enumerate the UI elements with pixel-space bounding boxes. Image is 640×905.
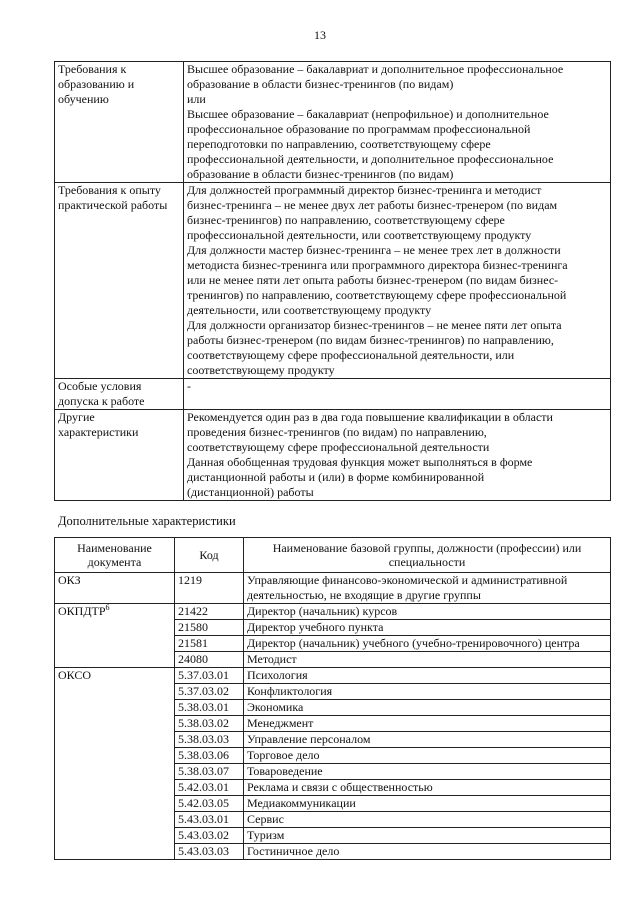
name-line: Медиакоммуникации [247, 796, 356, 810]
value-line: Для должности мастер бизнес-тренинга – не менее трех лет в должности [187, 243, 561, 257]
code-cell: 5.38.03.02 [175, 716, 244, 732]
footnote-marker: 6 [105, 603, 110, 612]
name-cell [244, 780, 611, 796]
requirement-label [55, 410, 184, 501]
name-line: Управление персоналом [247, 732, 371, 746]
value-line: - [187, 379, 191, 393]
document-name: ОКПДТР [58, 604, 106, 618]
value-line: образование в области бизнес-тренингов (по видам) [187, 77, 454, 91]
name-cell [244, 732, 611, 748]
label-line: практической работы [58, 198, 168, 212]
requirement-label [55, 62, 184, 183]
value-line: работы бизнес-тренером (по видам бизнес-тренингов) по направлению, [187, 333, 554, 347]
table-row [55, 604, 611, 620]
value-line: соответствующему сфере профессиональной деятельности, или [187, 348, 515, 362]
name-line: Конфликтология [247, 684, 333, 698]
document-name: ОКЗ [58, 573, 81, 587]
name-cell [244, 652, 611, 668]
name-cell [244, 812, 611, 828]
value-line: Рекомендуется один раз в два года повышение квалификации в области [187, 410, 553, 424]
label-line: образованию и [58, 77, 135, 91]
value-line: бизнес-тренингов) по направлению, соответствующему сфере [187, 213, 505, 227]
name-cell [244, 668, 611, 684]
code-cell: 5.38.03.06 [175, 748, 244, 764]
name-line: деятельностью, не входящие в другие группы [247, 588, 481, 602]
label-line: обучению [58, 92, 109, 106]
label-line: Особые условия [58, 379, 142, 393]
name-line: Психология [247, 668, 308, 682]
table-row [55, 573, 611, 604]
name-line: Товароведение [247, 764, 323, 778]
value-line: методиста бизнес-тренинга или программного директора бизнес-тренинга [187, 258, 568, 272]
label-line: Другие [58, 410, 95, 424]
code-cell: 21422 [175, 604, 244, 620]
label-line: допуска к работе [58, 394, 145, 408]
code-cell: 21581 [175, 636, 244, 652]
value-line: бизнес-тренинга – не менее двух лет работы бизнес-тренером (по видам [187, 198, 558, 212]
requirement-label [55, 183, 184, 379]
name-line: Директор (начальник) курсов [247, 604, 398, 618]
page-number: 13 [314, 28, 326, 42]
header-document: Наименование документа [55, 538, 175, 573]
name-line: Гостиничное дело [247, 844, 340, 858]
code-cell: 5.38.03.03 [175, 732, 244, 748]
requirement-value [184, 183, 611, 379]
table-header-row [55, 538, 611, 573]
value-line: соответствующему сфере профессиональной деятельности [187, 440, 490, 454]
name-cell [244, 636, 611, 652]
name-line: Туризм [247, 828, 285, 842]
name-line: Менеджмент [247, 716, 314, 730]
table-row [55, 668, 611, 684]
name-cell [244, 828, 611, 844]
section-title: Дополнительные характеристики [58, 514, 236, 528]
label-line: характеристики [58, 425, 139, 439]
code-cell: 5.37.03.02 [175, 684, 244, 700]
value-line: Высшее образование – бакалавриат и дополнительное профессиональное [187, 62, 564, 76]
value-line: переподготовки по направлению, соответствующему сфере [187, 137, 491, 151]
value-line: Для должностей программный директор бизнес-тренинга и методист [187, 183, 542, 197]
value-line: проведения бизнес-тренингов (по видам) по направлению, [187, 425, 487, 439]
name-line: Директор (начальник) учебного (учебно-тренировочного) центра [247, 636, 580, 650]
requirement-label [55, 379, 184, 410]
code-cell: 5.42.03.01 [175, 780, 244, 796]
code-cell: 24080 [175, 652, 244, 668]
name-cell [244, 844, 611, 860]
code-cell: 5.38.03.07 [175, 764, 244, 780]
value-line: Данная обобщенная трудовая функция может выполняться в форме [187, 455, 533, 469]
code-cell: 5.38.03.01 [175, 700, 244, 716]
name-cell [244, 684, 611, 700]
name-cell [244, 748, 611, 764]
name-line: Директор учебного пункта [247, 620, 384, 634]
value-line: Высшее образование – бакалавриат (непрофильное) и дополнительное [187, 107, 549, 121]
name-line: Управляющие финансово-экономической и административной [247, 573, 568, 587]
code-cell: 5.37.03.01 [175, 668, 244, 684]
value-line: соответствующему продукту [187, 363, 335, 377]
value-line: или [187, 92, 206, 106]
additional-characteristics-table [54, 537, 611, 860]
code-cell: 21580 [175, 620, 244, 636]
code-cell: 1219 [175, 573, 244, 604]
value-line: деятельности, или соответствующему продукту [187, 303, 432, 317]
document-cell [55, 668, 175, 860]
value-line: тренингов) по направлению, соответствующему сфере профессиональной [187, 288, 567, 302]
requirement-value [184, 62, 611, 183]
name-cell [244, 764, 611, 780]
name-cell [244, 620, 611, 636]
header-name: Наименование базовой группы, должности (профессии) или специальности [244, 538, 611, 573]
code-cell: 5.43.03.01 [175, 812, 244, 828]
code-cell: 5.42.03.05 [175, 796, 244, 812]
document-cell [55, 604, 175, 668]
value-line: дистанционной работы и (или) в форме комбинированной [187, 470, 485, 484]
requirement-row [55, 379, 611, 410]
value-line: профессиональной деятельности, или соответствующему продукту [187, 228, 532, 242]
requirement-row [55, 410, 611, 501]
name-line: Экономика [247, 700, 304, 714]
value-line: профессиональное образование по программам профессиональной [187, 122, 531, 136]
name-line: Сервис [247, 812, 284, 826]
name-cell [244, 604, 611, 620]
value-line: профессиональной деятельности, и дополнительное профессиональное [187, 152, 554, 166]
name-line: Методист [247, 652, 297, 666]
label-line: Требования к [58, 62, 127, 76]
requirements-table [54, 61, 611, 501]
label-line: Требования к опыту [58, 183, 161, 197]
value-line: (дистанционной) работы [187, 485, 314, 499]
name-cell [244, 796, 611, 812]
value-line: образование в области бизнес-тренингов (по видам) [187, 167, 454, 181]
name-cell [244, 700, 611, 716]
name-line: Торговое дело [247, 748, 320, 762]
value-line: или не менее пяти лет опыта работы бизнес-тренером (по видам бизнес- [187, 273, 559, 287]
requirement-value [184, 410, 611, 501]
document-name: ОКСО [58, 668, 92, 682]
code-cell: 5.43.03.02 [175, 828, 244, 844]
name-cell [244, 573, 611, 604]
code-cell: 5.43.03.03 [175, 844, 244, 860]
header-code: Код [175, 538, 244, 573]
value-line: Для должности организатор бизнес-тренингов – не менее пяти лет опыта [187, 318, 562, 332]
name-line: Реклама и связи с общественностью [247, 780, 433, 794]
requirement-row [55, 183, 611, 379]
requirement-row [55, 62, 611, 183]
name-cell [244, 716, 611, 732]
requirement-value [184, 379, 611, 410]
document-cell [55, 573, 175, 604]
